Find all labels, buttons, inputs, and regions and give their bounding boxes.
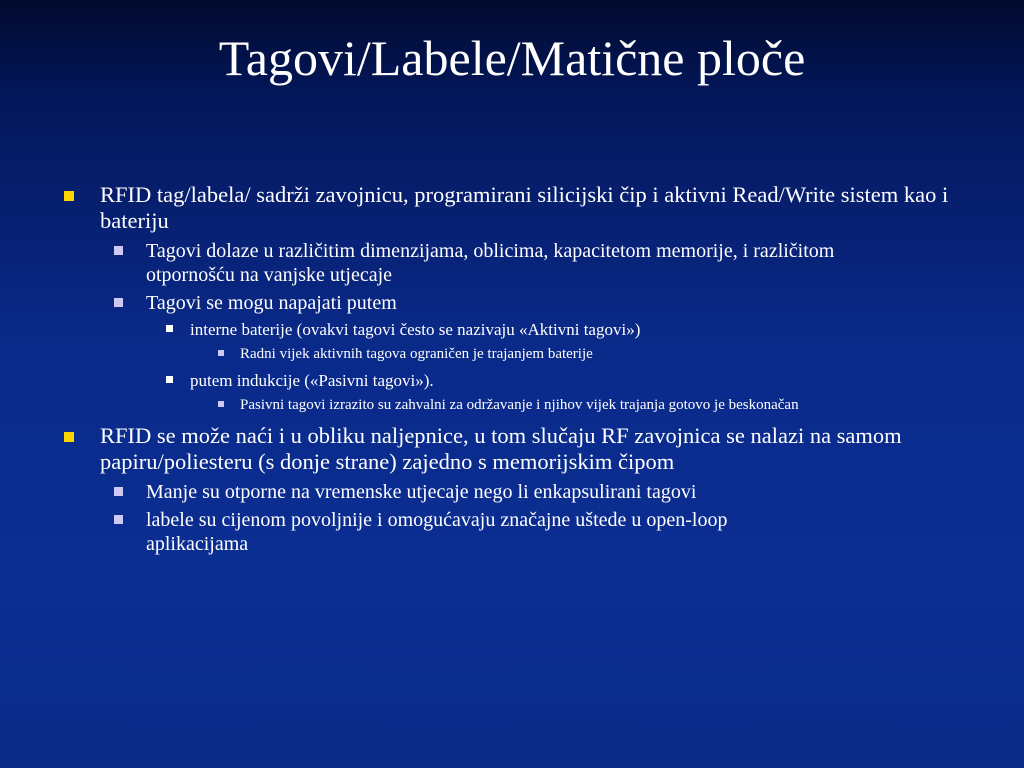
- bullet-text: RFID se može naći i u obliku naljepnice, u tom slučaju RF zavojnica se nalazi na samom papiru/poliesteru (s donje strane) zajedno s memorijskim čipom: [100, 423, 902, 474]
- bullet-list: [0, 182, 1024, 560]
- bullet-item: [0, 345, 1000, 364]
- bullet-item: [0, 239, 896, 287]
- square-bullet-icon: [64, 191, 74, 201]
- bullet-item: [0, 370, 990, 391]
- square-bullet-icon: [218, 350, 224, 356]
- bullet-item: [0, 423, 970, 475]
- slide-title: Tagovi/Labele/Matične ploče: [218, 30, 806, 86]
- bullet-item: [0, 508, 826, 556]
- bullet-text: Pasivni tagovi izrazito su zahvalni za održavanje i njihov vijek trajanja gotovo je beskonačan: [240, 397, 799, 413]
- bullet-text: Radni vijek aktivnih tagova ograničen je trajanjem baterije: [240, 346, 593, 362]
- bullet-text: labele su cijenom povoljnije i omogućavaju značajne uštede u open-loop aplikacijama: [146, 509, 728, 555]
- bullet-text: Tagovi se mogu napajati putem: [146, 292, 397, 314]
- bullet-text: Manje su otporne na vremenske utjecaje nego li enkapsulirani tagovi: [146, 481, 697, 503]
- bullet-item: [0, 480, 896, 504]
- bullet-text: RFID tag/labela/ sadrži zavojnicu, programirani silicijski čip i aktivni Read/Write sistem kao i bateriju: [100, 182, 949, 233]
- square-bullet-icon: [166, 325, 173, 332]
- bullet-text: Tagovi dolaze u različitim dimenzijama, oblicima, kapacitetom memorije, i različitom otpornošću na vanjske utjecaje: [146, 240, 835, 286]
- square-bullet-icon: [114, 487, 123, 496]
- bullet-text: putem indukcije («Pasivni tagovi»).: [190, 371, 434, 390]
- square-bullet-icon: [64, 432, 74, 442]
- square-bullet-icon: [166, 376, 173, 383]
- square-bullet-icon: [218, 401, 224, 407]
- square-bullet-icon: [114, 298, 123, 307]
- square-bullet-icon: [114, 515, 123, 524]
- bullet-item: [0, 182, 970, 234]
- bullet-item: [0, 319, 990, 340]
- bullet-text: interne baterije (ovakvi tagovi često se nazivaju «Aktivni tagovi»): [190, 320, 641, 339]
- square-bullet-icon: [114, 246, 123, 255]
- bullet-item: [0, 396, 1000, 415]
- bullet-item: [0, 291, 896, 315]
